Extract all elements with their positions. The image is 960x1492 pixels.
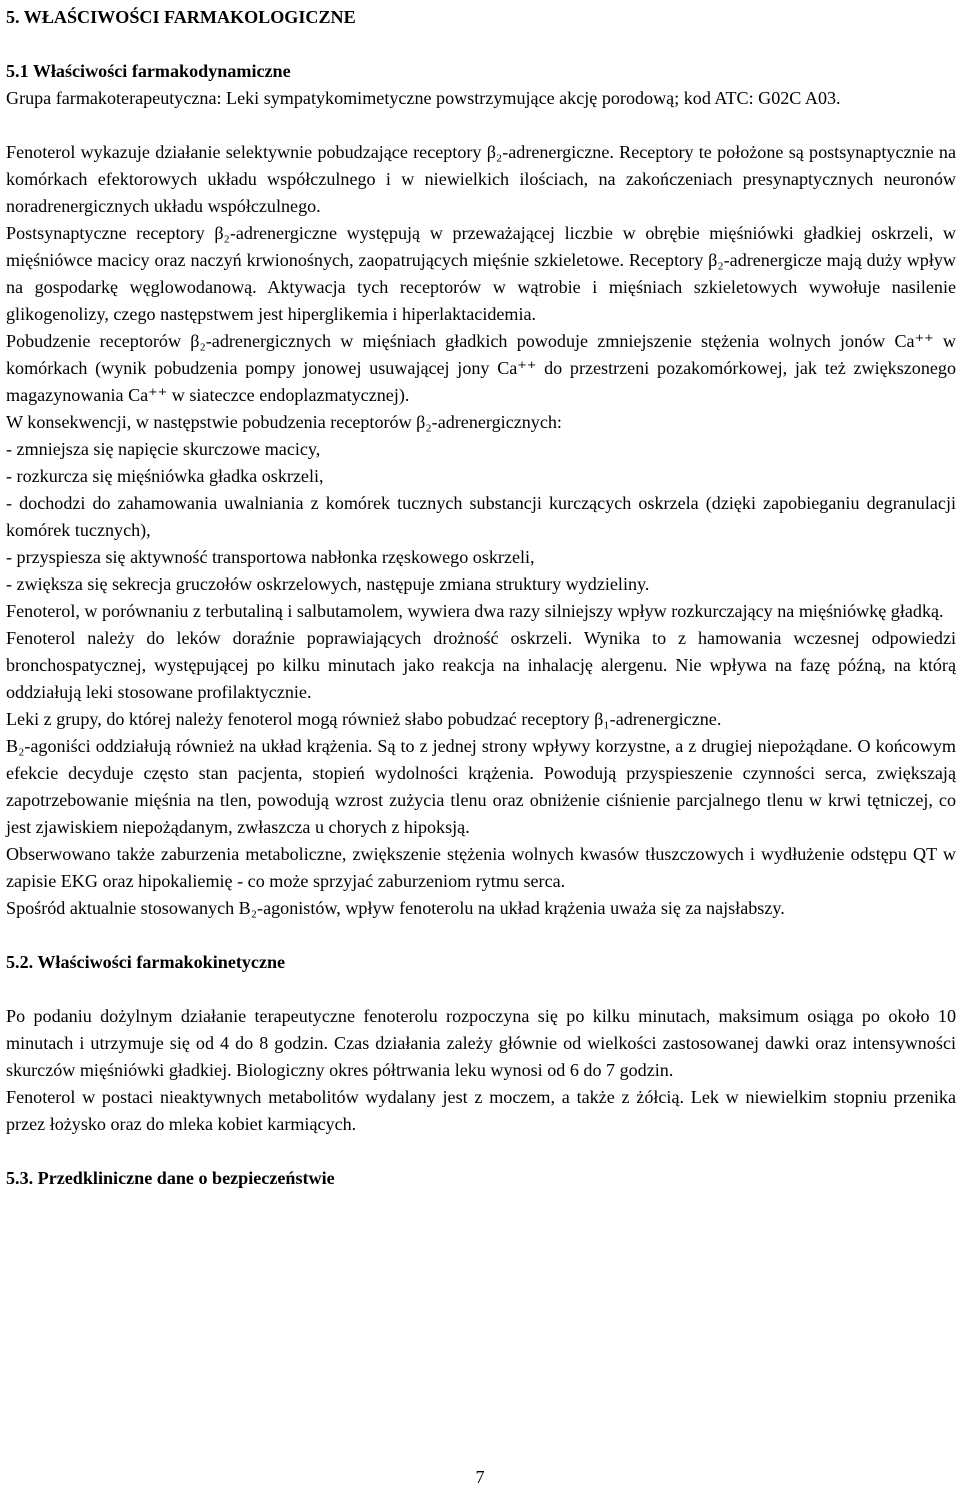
paragraph-consequence-intro: W konsekwencji, w następstwie pobudzenia receptorów β₂-adrenergicznych: (6, 412, 562, 432)
effects-list (6, 436, 956, 598)
paragraph-beta1: Leki z grupy, do której należy fenoterol mogą również słabo pobudzać receptory β₁-adrenergiczne. (6, 709, 722, 729)
paragraph-circulation: B₂-agoniści oddziałują również na układ krążenia. Są to z jednej strony wpływy korzystne, a z drugiej niepożądane. O końcowym efekcie decyduje często stan pacjenta, stopień wydolności krążenia. Powodują przyspieszenie czynności serca, zwiększają zapotrzebowanie mięśnia na tlen, powodują wzrost zużycia tlenu oraz obniżenie ciśnienie parcjalnego tlenu w krwi tętniczej, co jest zjawiskiem niepożądanym, zwłaszcza u chorych z hipoksją. (6, 736, 956, 837)
spacer (6, 31, 956, 58)
paragraph-metabolic: Obserwowano także zaburzenia metaboliczne, zwiększenie stężenia wolnych kwasów tłuszczowych i wydłużenie odstępu QT w zapisie EKG oraz hipokaliemię - co może sprzyjać zaburzeniom rytmu serca. (6, 844, 956, 891)
document-page (6, 4, 956, 1192)
section-5-1-heading: 5.1 Właściwości farmakodynamiczne (6, 61, 291, 81)
paragraph-weakest: Spośród aktualnie stosowanych B₂-agonistów, wpływ fenoterolu na układ krążenia uważa się za najsłabszy. (6, 898, 785, 918)
paragraph-receptors: Fenoterol wykazuje działanie selektywnie pobudzające receptory β₂-adrenergiczne. Receptory te położone są postsynaptycznie na komórkach efektorowych układu współczulnego i w niewielkich ilościach, na zakończeniach presynaptycznych neuronów noradrenergicznych układu współczulnego. (6, 142, 956, 216)
spacer (6, 112, 956, 139)
list-item: - zmniejsza się napięcie skurczowe macicy, (6, 439, 321, 459)
paragraph-calcium: Pobudzenie receptorów β₂-adrenergicznych w mięśniach gładkich powoduje zmniejszenie stężenia wolnych jonów Ca⁺⁺ w komórkach (wynik pobudzenia pompy jonowej usuwającej jony Ca⁺⁺ do przestrzeni pozakomórkowej, jak też zwiększonego magazynowania Ca⁺⁺ w siateczce endoplazmatycznej). (6, 331, 956, 405)
section-5-3-heading: 5.3. Przedkliniczne dane o bezpieczeństwie (6, 1168, 335, 1188)
list-item: - przyspiesza się aktywność transportowa nabłonka rzęskowego oskrzeli, (6, 547, 535, 567)
spacer (6, 976, 956, 1003)
paragraph-postsynaptic: Postsynaptyczne receptory β₂-adrenergiczne występują w przeważającej liczbie w obrębie mięśniówki gładkiej oskrzeli, w mięśniówce macicy oraz naczyń krwionośnych, zaopatrujących mięśnie szkieletowe. Receptory β₂-adrenergicze mają duży wpływ na gospodarkę węglowodanową. Aktywacja tych receptorów w wątrobie i mięśniach szkieletowych wywołuje nasilenie glikogenolizy, czego następstwem jest hiperglikemia i hiperlaktacidemia. (6, 223, 956, 324)
pharmacotherapeutic-group: Grupa farmakoterapeutyczna: Leki sympatykomimetyczne powstrzymujące akcję porodową; kod ATC: G02C A03. (6, 88, 841, 108)
list-item: - dochodzi do zahamowania uwalniania z komórek tucznych substancji kurczących oskrzela (dzięki zapobieganiu degranulacji komórek tucznych), (6, 493, 956, 540)
paragraph-comparison: Fenoterol, w porównaniu z terbutaliną i salbutamolem, wywiera dwa razy silniejszy wpływ rozkurczający na mięśniówkę gładką. (6, 601, 944, 621)
paragraph-elimination: Fenoterol w postaci nieaktywnych metabolitów wydalany jest z moczem, a także z żółcią. Lek w niewielkim stopniu przenika przez łożysko oraz do mleka kobiet karmiących. (6, 1087, 956, 1134)
paragraph-bronchodilation: Fenoterol należy do leków doraźnie poprawiających drożność oskrzeli. Wynika to z hamowania wczesnej odpowiedzi bronchospatycznej, występującej po kilku minutach jako reakcja na inhalację alergenu. Nie wpływa na fazę późną, na którą oddziałują leki stosowane profilaktycznie. (6, 628, 956, 702)
spacer (6, 1138, 956, 1165)
section-5-2-heading: 5.2. Właściwości farmakokinetyczne (6, 952, 286, 972)
section-title: 5. WŁAŚCIWOŚCI FARMAKOLOGICZNE (6, 7, 356, 27)
spacer (6, 922, 956, 949)
page-number: 7 (475, 1467, 485, 1487)
list-item: - rozkurcza się mięśniówka gładka oskrzeli, (6, 466, 324, 486)
paragraph-pharmacokinetics: Po podaniu dożylnym działanie terapeutyczne fenoterolu rozpoczyna się po kilku minutach, maksimum osiąga po około 10 minutach i utrzymuje się od 4 do 8 godzin. Czas działania zależy głównie od wielkości zastosowanej dawki oraz intensywności skurczów mięśniówki gładkiej. Biologiczny okres półtrwania leku wynosi od 6 do 7 godzin. (6, 1006, 956, 1080)
list-item: - zwiększa się sekrecja gruczołów oskrzelowych, następuje zmiana struktury wydzieliny. (6, 574, 650, 594)
